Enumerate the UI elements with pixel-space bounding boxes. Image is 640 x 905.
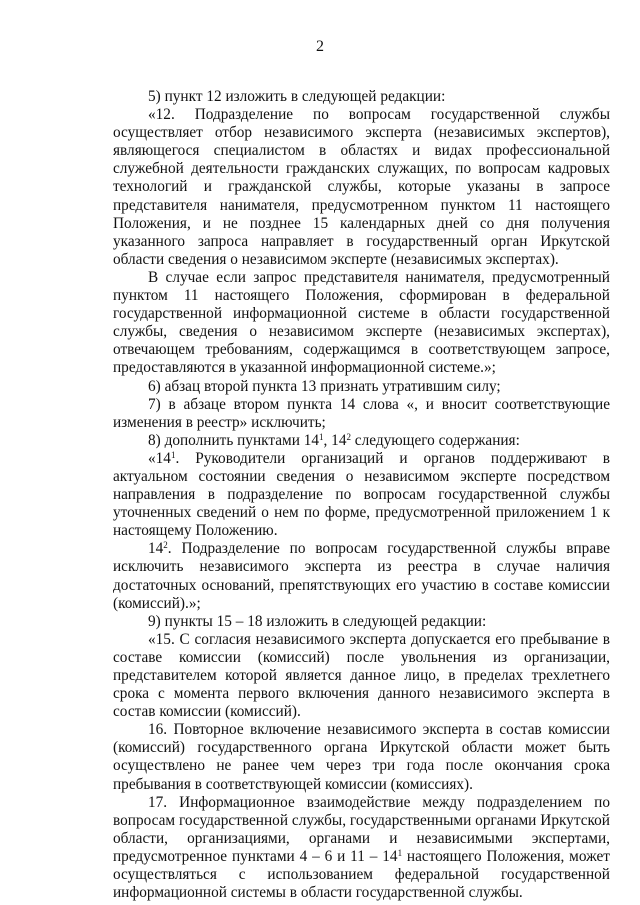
document-body <box>113 88 610 902</box>
paragraph-item-5: 5) пункт 12 изложить в следующей редакции: <box>148 88 446 105</box>
paragraph-clause-17: 17. Информационное взаимодействие между подразделением по вопросам государственной службы, государственными органами Иркутской области, организациями, органами и независимыми экспертами, предусмотренное пунктами 4 – 6 и $11 - 14^1$ настоящего Положения, может осуществляться с использованием федеральной государственной информационной системы в области государственной службы. <box>113 793 610 902</box>
paragraph-item-9: 9) пункты 15 – 18 изложить в следующей редакции: <box>148 612 487 630</box>
paragraph-clause-14-1: «$14^1$. Руководители организаций и органов поддерживают в актуальном состоянии сведения о независимом эксперте посредством направления в подразделение по вопросам государственной службы уточненных сведений о нем по форме, предусмотренной приложением 1 к настоящему Положению. <box>113 449 610 540</box>
paragraph-clause-14-2: $14^2$. Подразделение по вопросам государственной службы вправе исключить независимого эксперта из реестра в случае наличия достаточных оснований, препятствующих его участию в составе комиссии (комиссий).»; <box>113 540 610 612</box>
paragraph-clause-16: 16. Повторное включение независимого эксперта в состав комиссии (комиссий) государственного органа Иркутской области может быть осуществлено не ранее чем через три года после окончания срока пребывания в соответствующей комиссии (комиссиях). <box>113 721 610 793</box>
page-number: 2 <box>316 38 324 55</box>
paragraph-item-7: 7) в абзаце втором пункта 14 слова «, и вносит соответствующие изменения в реестр» исключить; <box>113 395 610 431</box>
paragraph-clause-12: «12. Подразделение по вопросам государственной службы осуществляет отбор независимого эксперта (независимых экспертов), являющегося специалистом в областях и видах профессиональной служебной деятельности гражданских служащих, по вопросам кадровых технологий и гражданской службы, которые указаны в запросе представителя нанимателя, предусмотренном пунктом 11 настоящего Положения, и не позднее 15 календарных дней со дня получения указанного запроса направляет в государственный орган Иркутской области сведения о независимом эксперте (независимых экспертах). <box>113 106 610 268</box>
paragraph-clause-15: «15. С согласия независимого эксперта допускается его пребывание в составе комиссии (комиссий) после увольнения из организации, представителем которой является данное лицо, в пределах трехлетнего срока с момента первого включения данного независимого эксперта в состав комиссии (комиссий). <box>113 630 610 721</box>
paragraph-item-8: 8) дополнить пунктами $14^1$, $14^2$ следующего содержания: <box>148 431 520 449</box>
paragraph-clause-12-part-2: В случае если запрос представителя нанимателя, предусмотренный пунктом 11 настоящего Положения, сформирован в федеральной государственной информационной системе в области государственной службы, сведения о независимом эксперте (независимых экспертах), отвечающем требованиям, содержащимся в соответствующем запросе, предоставляются в указанной информационной системе.»; <box>113 268 610 377</box>
paragraph-item-6: 6) абзац второй пункта 13 признать утратившим силу; <box>148 377 501 395</box>
